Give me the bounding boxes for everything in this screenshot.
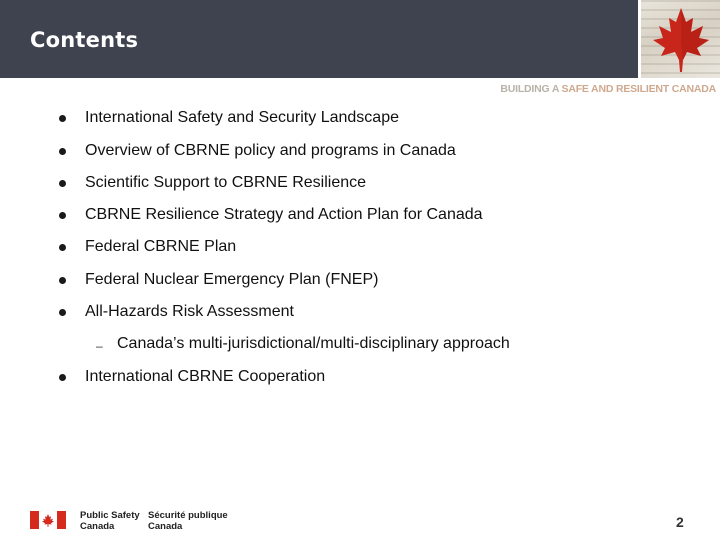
bullet-dot-icon — [59, 212, 66, 219]
footer-dept-en — [80, 510, 140, 532]
footer-dept-fr-line1: Sécurité publique — [148, 510, 228, 521]
page-number: 2 — [676, 514, 684, 530]
bullet-dot-icon — [59, 115, 66, 122]
tagline — [500, 83, 716, 95]
tagline-part1: BUILDING A — [500, 83, 559, 95]
bullet-dot-icon — [59, 309, 66, 316]
bullet-dot-icon — [59, 374, 66, 381]
bullet-dot-icon — [59, 148, 66, 155]
bullet-dot-icon — [59, 277, 66, 284]
list-item: Federal Nuclear Emergency Plan (FNEP) — [85, 271, 379, 288]
footer-dept-fr — [148, 510, 228, 532]
list-item: Overview of CBRNE policy and programs in Canada — [85, 142, 456, 159]
footer-dept-fr-line2: Canada — [148, 521, 183, 532]
list-item: International CBRNE Cooperation — [85, 368, 326, 385]
list-item: Scientific Support to CBRNE Resilience — [85, 174, 367, 191]
bullet-dot-icon — [59, 180, 66, 187]
bullet-dot-icon — [59, 244, 66, 251]
sub-bullet-marker: – — [96, 339, 103, 353]
canada-flag-icon — [30, 511, 66, 534]
slide-title: Contents — [30, 28, 139, 52]
header-bar — [0, 0, 638, 78]
list-item: Federal CBRNE Plan — [85, 238, 237, 255]
list-item: International Safety and Security Landscape — [85, 109, 399, 126]
footer-dept-en-line2: Canada — [80, 521, 115, 532]
footer-dept-en-line1: Public Safety — [80, 510, 140, 521]
list-item: All-Hazards Risk Assessment — [85, 303, 294, 320]
sub-list-item: Canada’s multi-jurisdictional/multi-disciplinary approach — [117, 335, 510, 352]
tagline-part2: SAFE AND — [561, 83, 614, 95]
list-item: CBRNE Resilience Strategy and Action Plan for Canada — [85, 206, 483, 223]
tagline-part3: RESILIENT CANADA — [615, 83, 716, 95]
maple-leaf-photo — [641, 0, 720, 78]
maple-leaf-icon — [649, 2, 713, 74]
